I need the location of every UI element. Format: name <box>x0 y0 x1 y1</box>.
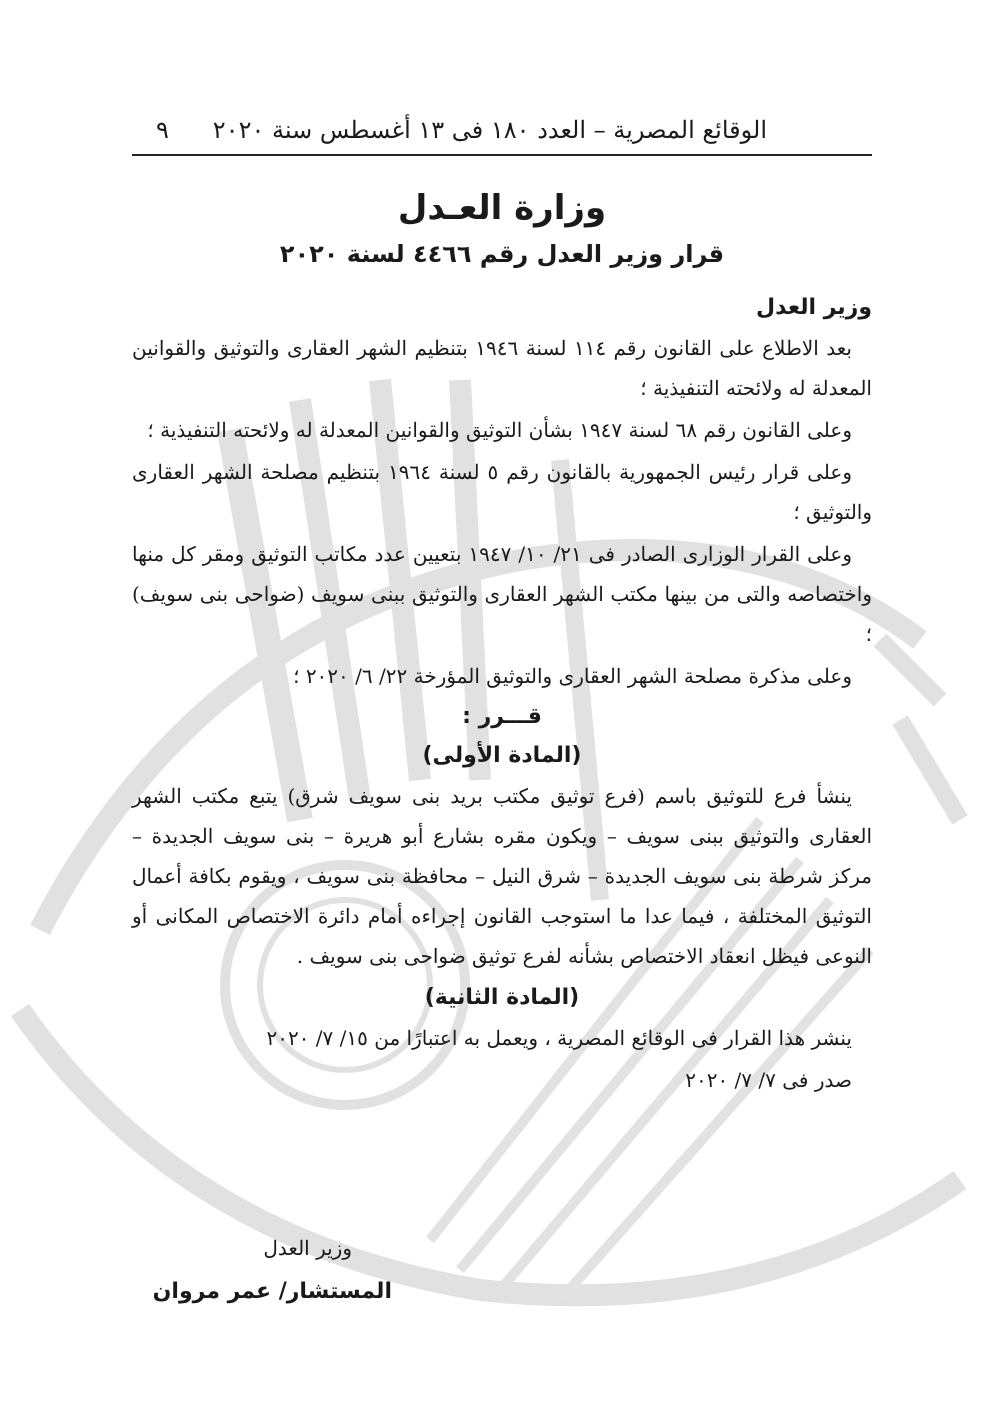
preamble-paragraph: وعلى قرار رئيس الجمهورية بالقانون رقم ٥ لسنة ١٩٦٤ بتنظيم مصلحة الشهر العقارى والتوثيق ؛ <box>132 460 872 524</box>
article-2-text: ينشر هذا القرار فى الوقائع المصرية ، ويعمل به اعتبارًا من ١٥/ ٧/ ٢٠٢٠ <box>266 1026 852 1050</box>
preamble-paragraph: بعد الاطلاع على القانون رقم ١١٤ لسنة ١٩٤٦ بتنظيم الشهر العقارى والتوثيق والقوانين المعدلة له ولائحته التنفيذية ؛ <box>132 336 872 400</box>
decided-heading: قـــرر : <box>462 704 542 729</box>
preamble-paragraph: وعلى القرار الوزارى الصادر فى ٢١/ ١٠/ ١٩٤٧ بتعيين عدد مكاتب التوثيق ومقر كل منها واختصاصه والتى من بينها مكتب الشهر العقارى والتوثيق ببنى سويف (ضواحى بنى سويف) ؛ <box>132 542 872 646</box>
signatory-name: المستشار/ عمر مروان <box>152 1279 392 1304</box>
minister-label: وزير العدل <box>756 295 872 320</box>
decree-title: قرار وزير العدل رقم ٤٤٦٦ لسنة ٢٠٢٠ <box>279 240 725 268</box>
signatory-role: وزير العدل <box>263 1236 352 1260</box>
ministry-heading: وزارة العـدل <box>397 188 607 228</box>
article-2-title: (المادة الثانية) <box>424 985 580 1010</box>
article-1-title: (المادة الأولى) <box>422 743 582 768</box>
preamble-paragraph: وعلى مذكرة مصلحة الشهر العقارى والتوثيق المؤرخة ٢٢/ ٦/ ٢٠٢٠ ؛ <box>293 664 852 688</box>
page-header <box>132 108 872 156</box>
signature-block <box>142 1230 392 1312</box>
issued-date: صدر فى ٧/ ٧/ ٢٠٢٠ <box>685 1068 852 1092</box>
gazette-header-title: الوقائع المصرية – العدد ١٨٠ فى ١٣ أغسطس سنة ٢٠٢٠ <box>212 116 767 144</box>
page-number: ٩ <box>156 116 169 144</box>
preamble-paragraph: وعلى القانون رقم ٦٨ لسنة ١٩٤٧ بشأن التوثيق والقوانين المعدلة له ولائحته التنفيذية ؛ <box>147 418 852 442</box>
article-1-text: ينشأ فرع للتوثيق باسم (فرع توثيق مكتب بريد بنى سويف شرق) يتبع مكتب الشهر العقارى والتوثيق ببنى سويف – ويكون مقره بشارع أبو هريرة – بنى سويف الجديدة – مركز شرطة بنى سويف الجديدة – شرق النيل – محافظة بنى سويف ، ويقوم بكافة أعمال التوثيق المختلفة ، فيما عدا ما استوجب القانون إجراءه أمام دائرة الاختصاص المكانى أو النوعى فيظل انعقاد الاختصاص بشأنه لفرع توثيق ضواحى بنى سويف . <box>132 784 872 968</box>
decree-body <box>132 288 872 1100</box>
